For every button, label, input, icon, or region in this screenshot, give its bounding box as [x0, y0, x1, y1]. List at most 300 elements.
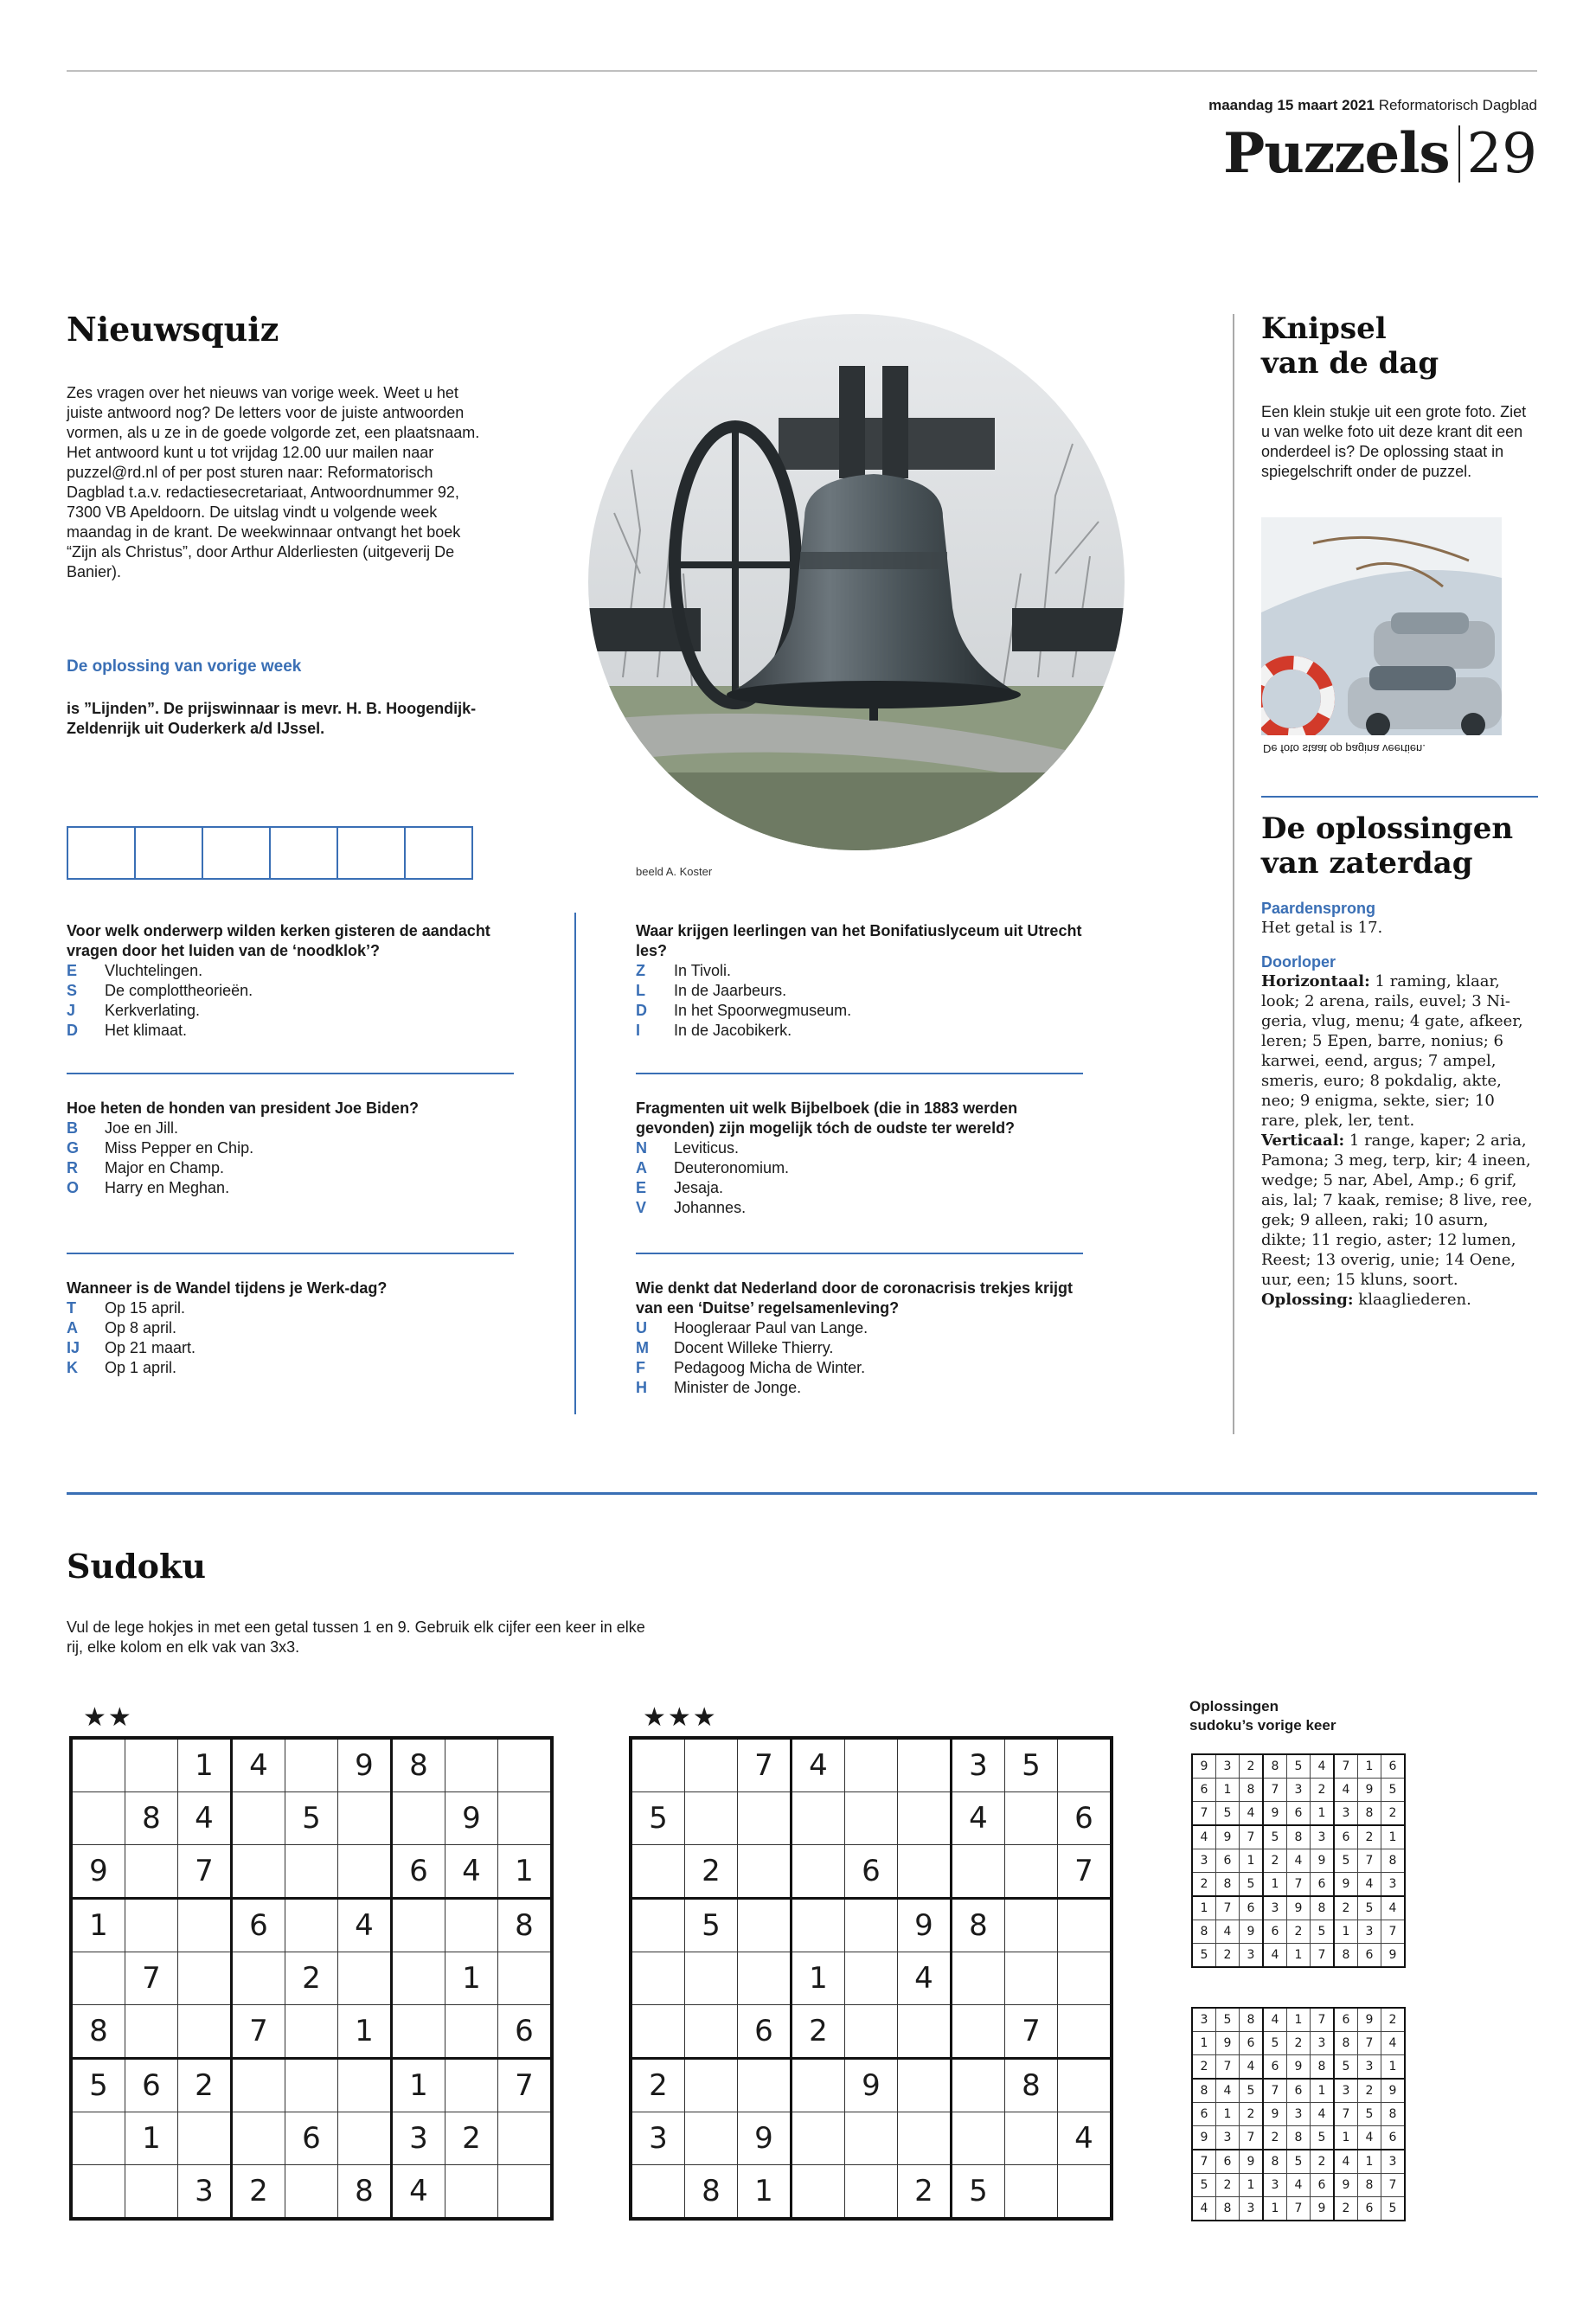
sudoku-cell: 2	[1358, 2079, 1381, 2103]
sudoku-cell[interactable]	[845, 1792, 898, 1845]
sudoku-cell: 2	[1358, 1825, 1381, 1849]
knipsel-illustration	[1261, 517, 1502, 735]
sudoku-cell: 3	[1381, 2150, 1406, 2174]
sudoku-cell: 2	[1240, 2103, 1264, 2126]
answer-box[interactable]	[136, 828, 203, 878]
sudoku-cell[interactable]	[631, 2165, 685, 2220]
question-divider	[67, 1073, 514, 1074]
option-letter: N	[636, 1139, 647, 1157]
sudoku-cell[interactable]	[845, 2005, 898, 2059]
sudoku-cell[interactable]	[338, 1952, 392, 2005]
sudoku-cell[interactable]	[685, 2005, 738, 2059]
knipsel-title	[1261, 311, 1439, 381]
sudoku-row	[1192, 2150, 1405, 2174]
sudoku-cell: 6	[1216, 1849, 1240, 1873]
sudoku-cell[interactable]	[232, 1952, 285, 2005]
sudoku-row	[71, 1792, 552, 1845]
sudoku-row	[631, 1952, 1112, 2005]
sudoku-cell: 3	[1358, 1920, 1381, 1944]
answer-option[interactable]	[67, 961, 516, 981]
sudoku-cell: 2	[1192, 2055, 1216, 2080]
sudoku-cell[interactable]	[898, 1738, 952, 1792]
answer-boxes[interactable]	[67, 826, 473, 880]
sudoku-cell[interactable]	[792, 2112, 845, 2165]
sudoku-cell: 6	[1334, 1825, 1358, 1849]
sudoku-cell[interactable]	[125, 2165, 178, 2220]
sudoku-cell: 7	[1311, 2008, 1335, 2032]
sudoku-cell[interactable]	[285, 2059, 338, 2112]
sudoku-grid-three-star	[629, 1736, 1113, 2221]
sudoku-cell: 7	[738, 1738, 792, 1792]
sudoku-cell: 5	[1192, 2174, 1216, 2197]
sudoku-cell[interactable]	[845, 2112, 898, 2165]
sudoku-cell: 9	[338, 1738, 392, 1792]
sudoku-row	[1192, 2197, 1405, 2221]
sudoku-cell: 9	[71, 1845, 125, 1899]
sudoku-cell[interactable]	[1005, 1845, 1058, 1899]
sudoku-cell: 2	[1287, 1920, 1311, 1944]
sudoku-cell[interactable]	[792, 2165, 845, 2220]
option-letter: A	[636, 1159, 647, 1176]
sudoku-cell[interactable]	[792, 1845, 845, 1899]
sudoku-cell: 9	[1358, 1779, 1381, 1802]
sudoku-cell[interactable]	[498, 1792, 553, 1845]
sudoku-cell: 5	[1287, 1754, 1311, 1779]
sudoku-cell[interactable]	[498, 2165, 553, 2220]
answer-box[interactable]	[406, 828, 471, 878]
sudoku-cell: 4	[1263, 2008, 1287, 2032]
sudoku-cell: 4	[1311, 2103, 1335, 2126]
sudoku-cell: 7	[232, 2005, 285, 2059]
sudoku-cell[interactable]	[1058, 2059, 1112, 2112]
sudoku-cell: 9	[845, 2059, 898, 2112]
option-letter: T	[67, 1299, 76, 1317]
sudoku-cell[interactable]	[792, 1899, 845, 1952]
sudoku-cell: 3	[1334, 1802, 1358, 1826]
option-letter: D	[636, 1002, 647, 1019]
sudoku-cell[interactable]	[631, 1738, 685, 1792]
sudoku-cell: 3	[1216, 1754, 1240, 1779]
answer-option[interactable]	[67, 981, 516, 1001]
option-letter: Z	[636, 962, 645, 979]
sudoku-cell: 6	[498, 2005, 553, 2059]
sudoku-cell: 5	[1005, 1738, 1058, 1792]
sudoku-cell: 8	[1358, 2174, 1381, 2197]
sudoku-cell[interactable]	[631, 2005, 685, 2059]
sudoku-cell[interactable]	[498, 2112, 553, 2165]
sudoku-cell: 6	[1311, 1873, 1335, 1897]
sudoku-cell: 8	[1334, 1944, 1358, 1968]
sudoku-cell: 2	[1381, 2008, 1406, 2032]
option-letter: M	[636, 1339, 649, 1356]
sudoku-cell[interactable]	[178, 1952, 232, 2005]
question-divider	[636, 1073, 1083, 1074]
sudoku-cell: 9	[1216, 1825, 1240, 1849]
sudoku-cell: 6	[1358, 2197, 1381, 2221]
answer-option[interactable]	[67, 1021, 516, 1041]
sudoku-cell[interactable]	[845, 2165, 898, 2220]
sudoku-cell: 6	[1287, 1802, 1311, 1826]
sudoku-cell[interactable]	[125, 1845, 178, 1899]
sudoku-cell[interactable]	[738, 2059, 792, 2112]
sudoku-cell[interactable]	[178, 2005, 232, 2059]
sidebar-divider	[1233, 314, 1234, 1434]
oplossingen-title-line: De oplossingen	[1261, 811, 1514, 846]
sudoku-cell: 6	[1240, 2032, 1264, 2055]
sudoku-cell: 2	[1311, 2150, 1335, 2174]
sudoku-cell: 5	[1263, 1825, 1287, 1849]
sudoku-cell: 7	[1216, 2055, 1240, 2080]
sudoku-cell: 5	[1192, 1944, 1216, 1968]
answer-option[interactable]	[67, 1138, 516, 1158]
sudoku-cell[interactable]	[498, 1952, 553, 2005]
sudoku-cell[interactable]	[498, 1738, 553, 1792]
sudoku-cell[interactable]	[71, 1952, 125, 2005]
sudoku-cell[interactable]	[232, 2059, 285, 2112]
sudoku-row	[71, 1952, 552, 2005]
sudoku-cell: 6	[1381, 1754, 1406, 1779]
sudoku-cell[interactable]	[1005, 1952, 1058, 2005]
sudoku-cell[interactable]	[845, 1738, 898, 1792]
sudoku-cell: 1	[1263, 2197, 1287, 2221]
sudoku-cell: 6	[1058, 1792, 1112, 1845]
sudoku-row	[631, 1899, 1112, 1952]
sudoku-row	[71, 2005, 552, 2059]
sudoku-cell: 9	[1192, 1754, 1216, 1779]
sudoku-cell: 1	[1381, 1825, 1406, 1849]
column-divider	[574, 913, 576, 1414]
sudoku-cell[interactable]	[285, 1845, 338, 1899]
sudoku-cell[interactable]	[1005, 1899, 1058, 1952]
sudoku-cell[interactable]	[338, 2059, 392, 2112]
option-text: Minister de Jonge.	[674, 1379, 802, 1396]
option-letter: J	[67, 1002, 76, 1019]
sudoku-cell: 3	[1263, 1896, 1287, 1920]
sudoku-cell[interactable]	[898, 2059, 952, 2112]
sudoku-cell: 7	[1192, 2150, 1216, 2174]
sudoku-cell: 2	[1263, 2126, 1287, 2150]
answer-option[interactable]	[67, 1178, 516, 1198]
sudoku-cell: 8	[1287, 2126, 1311, 2150]
option-letter: D	[67, 1022, 78, 1039]
answer-option[interactable]	[636, 1198, 1086, 1218]
sudoku-cell[interactable]	[445, 2165, 498, 2220]
answer-option[interactable]	[67, 1358, 516, 1378]
sudoku-cell[interactable]	[738, 1899, 792, 1952]
answer-option[interactable]	[636, 1021, 1086, 1041]
sudoku-cell[interactable]	[71, 2112, 125, 2165]
sudoku-cell: 1	[1358, 1754, 1381, 1779]
sudoku-cell[interactable]	[1058, 2005, 1112, 2059]
sudoku-cell[interactable]	[392, 2005, 445, 2059]
sudoku-cell[interactable]	[285, 1899, 338, 1952]
sudoku-cell: 2	[1216, 2174, 1240, 2197]
sudoku-cell: 5	[1216, 1802, 1240, 1826]
sudoku-cell[interactable]	[1005, 1792, 1058, 1845]
answer-option[interactable]	[636, 1001, 1086, 1021]
sudoku-cell: 4	[1381, 2032, 1406, 2055]
option-letter: E	[636, 1179, 647, 1196]
quiz-question	[636, 1279, 1086, 1398]
sudoku-cell[interactable]	[445, 1738, 498, 1792]
sudoku-cell: 8	[1005, 2059, 1058, 2112]
sudoku-cell: 4	[1192, 2197, 1216, 2221]
sudoku-cell: 4	[1216, 2079, 1240, 2103]
knipsel-photo	[1261, 517, 1502, 735]
sudoku-cell: 8	[338, 2165, 392, 2220]
sudoku-cell: 1	[1216, 2103, 1240, 2126]
sudoku-row	[631, 1845, 1112, 1899]
answer-box[interactable]	[338, 828, 406, 878]
answer-box[interactable]	[203, 828, 271, 878]
sudoku-cell: 7	[1334, 2103, 1358, 2126]
option-text: Kerkverlating.	[105, 1002, 201, 1019]
page-number: 29	[1466, 121, 1537, 186]
sudoku-cell[interactable]	[631, 1952, 685, 2005]
sudoku-cell[interactable]	[178, 2112, 232, 2165]
sudoku-cell: 3	[1358, 2055, 1381, 2080]
sudoku-cell: 4	[898, 1952, 952, 2005]
sudoku-cell: 2	[1381, 1802, 1406, 1826]
sudoku-cell[interactable]	[792, 1792, 845, 1845]
quiz-question	[636, 1099, 1086, 1218]
sudoku-cell: 8	[952, 1899, 1005, 1952]
question-divider	[67, 1253, 514, 1254]
sudoku-cell: 7	[1287, 1873, 1311, 1897]
sudoku-cell: 4	[1263, 1944, 1287, 1968]
sudoku-cell[interactable]	[285, 2165, 338, 2220]
option-letter: G	[67, 1139, 80, 1157]
sudoku-cell[interactable]	[738, 1952, 792, 2005]
answer-option[interactable]	[67, 1158, 516, 1178]
option-text: Pedagoog Micha de Winter.	[674, 1359, 866, 1376]
knipsel-mirror-solution: De foto staat op pagina veertien.	[1263, 742, 1426, 755]
sudoku-cell[interactable]	[898, 2112, 952, 2165]
sudoku-cell[interactable]	[685, 2059, 738, 2112]
sudoku-row	[1192, 1944, 1405, 1968]
answer-option[interactable]	[67, 1001, 516, 1021]
sudoku-cell[interactable]	[685, 1952, 738, 2005]
sudoku-row	[1192, 1802, 1405, 1826]
answer-option[interactable]	[636, 961, 1086, 981]
answer-box[interactable]	[68, 828, 136, 878]
answer-option[interactable]	[67, 1318, 516, 1338]
answer-option[interactable]	[636, 981, 1086, 1001]
sudoku-cell[interactable]	[232, 2112, 285, 2165]
sudoku-cell[interactable]	[685, 2112, 738, 2165]
sudoku-cell: 7	[1216, 1896, 1240, 1920]
sudoku-cell[interactable]	[1058, 1899, 1112, 1952]
option-letter: F	[636, 1359, 645, 1376]
option-text: In Tivoli.	[674, 962, 732, 979]
sudoku-cell[interactable]	[178, 1899, 232, 1952]
sudoku-cell: 2	[1216, 1944, 1240, 1968]
answer-option[interactable]	[636, 1178, 1086, 1198]
sudoku-cell: 4	[1334, 1779, 1358, 1802]
sudoku-cell: 1	[1311, 2079, 1335, 2103]
sudoku-cell[interactable]	[952, 2005, 1005, 2059]
oplossing-label: Oplossing:	[1261, 1291, 1354, 1309]
answer-option[interactable]	[636, 1138, 1086, 1158]
option-text: Jesaja.	[674, 1179, 724, 1196]
sudoku-cell: 7	[1358, 1849, 1381, 1873]
sudoku-row	[1192, 1896, 1405, 1920]
section-title: Puzzels	[1223, 121, 1450, 186]
sudoku-cell: 7	[1058, 1845, 1112, 1899]
sudoku-cell: 6	[1240, 1896, 1264, 1920]
sudoku-cell[interactable]	[232, 1792, 285, 1845]
option-text: Johannes.	[674, 1199, 747, 1216]
sudoku-cell: 8	[685, 2165, 738, 2220]
sudoku-cell: 6	[1263, 1920, 1287, 1944]
sudoku-cell[interactable]	[1058, 1952, 1112, 2005]
sudoku-cell[interactable]	[1058, 1738, 1112, 1792]
oplossingen-title	[1261, 811, 1513, 881]
sudoku-cell: 8	[1240, 2008, 1264, 2032]
sudoku-cell: 8	[1358, 1802, 1381, 1826]
date: maandag 15 maart 2021	[1208, 97, 1375, 113]
answer-option[interactable]	[67, 1118, 516, 1138]
sudoku-cell: 4	[792, 1738, 845, 1792]
sudoku-cell[interactable]	[845, 1899, 898, 1952]
sudoku-cell: 4	[338, 1899, 392, 1952]
sudoku-cell: 8	[1263, 2150, 1287, 2174]
sudoku-cell: 4	[445, 1845, 498, 1899]
sudoku-cell[interactable]	[392, 1792, 445, 1845]
sudoku-cell: 6	[1311, 2174, 1335, 2197]
sudoku-cell[interactable]	[125, 1738, 178, 1792]
sudoku-cell: 2	[1334, 2197, 1358, 2221]
option-letter: I	[636, 1022, 641, 1039]
quiz-question	[67, 921, 516, 1041]
sudoku-cell: 8	[1287, 1825, 1311, 1849]
option-text: Deuteronomium.	[674, 1159, 790, 1176]
sudoku-cell[interactable]	[285, 2005, 338, 2059]
option-letter: L	[636, 982, 645, 999]
sudoku-row	[631, 2059, 1112, 2112]
sudoku-cell[interactable]	[952, 1845, 1005, 1899]
sudoku-cell[interactable]	[738, 1845, 792, 1899]
sudoku-row	[631, 2112, 1112, 2165]
sudoku-cell[interactable]	[792, 2059, 845, 2112]
sudoku-cell[interactable]	[898, 2005, 952, 2059]
sudoku-cell[interactable]	[232, 1845, 285, 1899]
sudoku-cell: 6	[1358, 1944, 1381, 1968]
sudoku-cell[interactable]	[338, 2112, 392, 2165]
sudoku-row	[1192, 1849, 1405, 1873]
sudoku-cell[interactable]	[685, 1738, 738, 1792]
sudoku-cell: 9	[1311, 2197, 1335, 2221]
sudoku-cell[interactable]	[952, 1952, 1005, 2005]
sudoku-cell[interactable]	[71, 1738, 125, 1792]
sudoku-cell: 9	[1381, 1944, 1406, 1968]
sudoku-cell[interactable]	[338, 1845, 392, 1899]
sudoku-cell: 6	[392, 1845, 445, 1899]
sudoku-cell: 7	[1240, 1825, 1264, 1849]
sudoku-cell[interactable]	[845, 1952, 898, 2005]
sudoku-cell: 8	[1311, 2055, 1335, 2080]
answer-box[interactable]	[271, 828, 338, 878]
sudoku-cell: 9	[1334, 1873, 1358, 1897]
sudoku-cell: 5	[631, 1792, 685, 1845]
sudoku-cell: 3	[1287, 1779, 1311, 1802]
sudoku-cell: 3	[1216, 2126, 1240, 2150]
prev-solution-text: is ”Lijnden”. De prijswinnaar is mevr. H. B. Hoogendijk- Zeldenrijk uit Ouderkerk a/d IJssel.	[67, 700, 477, 737]
sudoku-cell[interactable]	[445, 2059, 498, 2112]
option-letter: U	[636, 1319, 647, 1336]
sudoku-cell: 8	[392, 1738, 445, 1792]
sudoku-cell[interactable]	[71, 1792, 125, 1845]
answer-option[interactable]	[67, 1338, 516, 1358]
sudoku-row	[1192, 1825, 1405, 1849]
sudoku-cell: 8	[1334, 2032, 1358, 2055]
answer-option[interactable]	[636, 1338, 1086, 1358]
option-text: Op 15 april.	[105, 1299, 186, 1317]
sudoku-row	[631, 1738, 1112, 1792]
sudoku-cell[interactable]	[1058, 2165, 1112, 2220]
sudoku-cell[interactable]	[392, 1952, 445, 2005]
sudoku-cell[interactable]	[285, 1738, 338, 1792]
sudoku-cell: 1	[1287, 1944, 1311, 1968]
sudoku-cell[interactable]	[952, 2059, 1005, 2112]
sudoku-cell: 7	[1334, 1754, 1358, 1779]
answer-option[interactable]	[636, 1318, 1086, 1338]
sudoku-cell[interactable]	[898, 1845, 952, 1899]
sudoku-cell[interactable]	[338, 1792, 392, 1845]
sudoku-cell: 7	[1311, 1944, 1335, 1968]
sudoku-cell: 1	[338, 2005, 392, 2059]
answer-option[interactable]	[636, 1158, 1086, 1178]
sudoku-cell[interactable]	[631, 1899, 685, 1952]
sudoku-cell[interactable]	[952, 2112, 1005, 2165]
sudoku-cell: 7	[1381, 2174, 1406, 2197]
option-letter: H	[636, 1379, 647, 1396]
photo-credit: beeld A. Koster	[636, 865, 713, 878]
sudoku-cell: 9	[1192, 2126, 1216, 2150]
difficulty-stars: ★★	[83, 1703, 133, 1732]
sudoku-cell: 5	[1358, 1896, 1381, 1920]
sudoku-cell[interactable]	[392, 1899, 445, 1952]
option-text: De complottheorieën.	[105, 982, 253, 999]
knipsel-title-line: van de dag	[1261, 346, 1439, 381]
sudoku-cell[interactable]	[1005, 2112, 1058, 2165]
sudoku-cell: 3	[1263, 2174, 1287, 2197]
sudoku-cell[interactable]	[631, 1845, 685, 1899]
sudoku-cell[interactable]	[1005, 2165, 1058, 2220]
sudoku-cell: 5	[685, 1899, 738, 1952]
sudoku-cell[interactable]	[445, 2005, 498, 2059]
sudoku-cell[interactable]	[685, 1792, 738, 1845]
answer-option[interactable]	[636, 1378, 1086, 1398]
answer-option[interactable]	[636, 1358, 1086, 1378]
sudoku-row	[631, 2005, 1112, 2059]
sudoku-cell: 5	[1334, 2055, 1358, 2080]
sudoku-cell[interactable]	[125, 1899, 178, 1952]
sudoku-cell[interactable]	[445, 1899, 498, 1952]
solutions-title-line: sudoku’s vorige keer	[1189, 1717, 1336, 1734]
knipsel-title-line: Knipsel	[1261, 311, 1387, 346]
sudoku-cell[interactable]	[738, 1792, 792, 1845]
sudoku-cell[interactable]	[125, 2005, 178, 2059]
sudoku-cell[interactable]	[898, 1792, 952, 1845]
sudoku-row	[71, 2059, 552, 2112]
answer-option[interactable]	[67, 1298, 516, 1318]
quiz-question	[636, 921, 1086, 1041]
option-text: Op 21 maart.	[105, 1339, 196, 1356]
sudoku-cell[interactable]	[71, 2165, 125, 2220]
sudoku-cell: 4	[1334, 2150, 1358, 2174]
sudoku-row	[71, 1738, 552, 1792]
